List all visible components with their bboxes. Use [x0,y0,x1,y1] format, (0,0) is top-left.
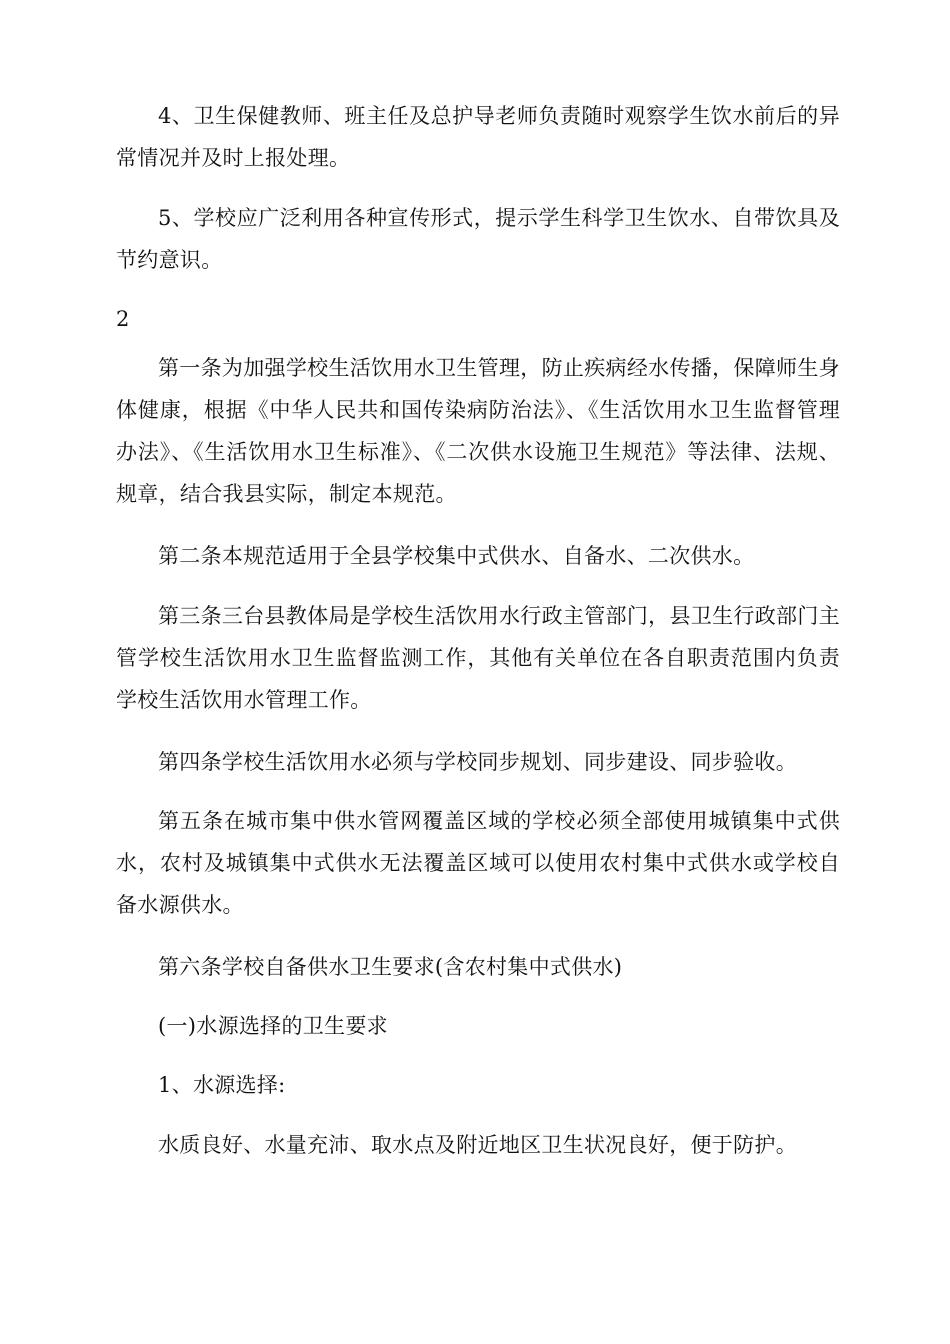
article-5: 第五条在城市集中供水管网覆盖区域的学校必须全部使用城镇集中式供水，农村及城镇集中式供水无法覆盖区域可以使用农村集中式供水或学校自备水源供水。 [116,809,840,917]
item-text: 水质良好、水量充沛、取水点及附近地区卫生状况良好，便于防护。 [158,1133,797,1157]
article-6: 第六条学校自备供水卫生要求(含农村集中式供水) [158,955,623,979]
paragraph-item-4: 4、卫生保健教师、班主任及总护导老师负责随时观察学生饮水前后的异常情况并及时上报处理。 [116,104,840,170]
article-2: 第二条本规范适用于全县学校集中式供水、自备水、二次供水。 [158,544,755,568]
article-4: 第四条学校生活饮用水必须与学校同步规划、同步建设、同步验收。 [158,750,797,774]
subsection-heading: (一)水源选择的卫生要求 [158,1014,388,1038]
paragraph-item-5: 5、学校应广泛利用各种宣传形式，提示学生科学卫生饮水、自带饮具及节约意识。 [116,206,840,272]
item-heading: 1、水源选择: [158,1073,286,1097]
section-number: 2 [116,307,130,331]
article-1: 第一条为加强学校生活饮用水卫生管理，防止疾病经水传播，保障师生身体健康，根据《中华人民共和国传染病防治法》、《生活饮用水卫生监督管理办法》、《生活饮用水卫生标准》、《二次供水设施卫生规范》等法律、法规、规章，结合我县实际，制定本规范。 [116,356,840,506]
article-3: 第三条三台县教体局是学校生活饮用水行政主管部门，县卫生行政部门主管学校生活饮用水卫生监督监测工作，其他有关单位在各自职责范围内负责学校生活饮用水管理工作。 [116,604,840,712]
